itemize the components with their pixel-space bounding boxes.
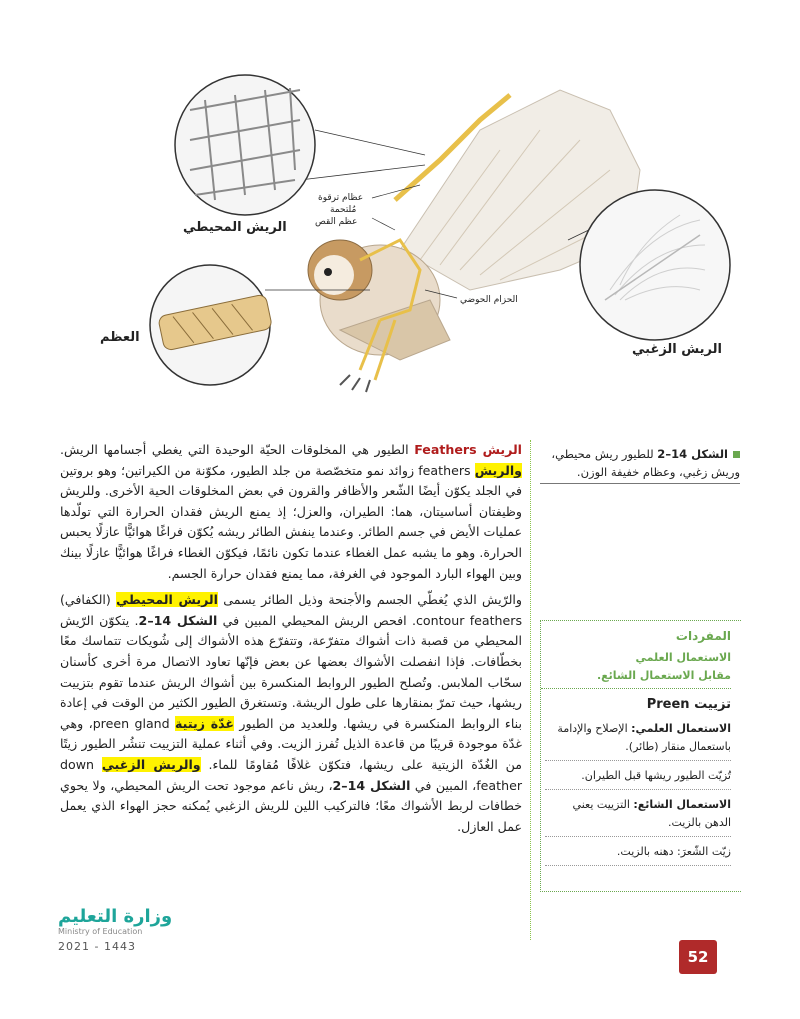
label-fused-collarbone: عظام ترقوة xyxy=(318,193,364,203)
page-number-badge: 52 xyxy=(679,940,717,974)
text-span: (الكفافي) contour feathers. افحص الريش المحيطي المبين في xyxy=(60,592,523,628)
callout-line xyxy=(300,165,425,180)
ministry-name-en: Ministry of Education xyxy=(58,927,143,936)
paragraph-feathers xyxy=(60,440,522,584)
text-span: . يتكوّن الرّيش المحيطي من قصبة ذات أشواك متفرّعة، وتتفرّع هذه الأشواك إلى شُويكات تتماسك معًا بخطّافات. فإذا انفصلت الأشواك بعضها عن بعض فإنّها تعاود الاتصال مرة أخرى كأسنان سحّاب الملابس. وتُصلح الطيور الروابط المنكسرة بين أشواك الريش عندما تقوم بتزييت ريشها، حيث تمرّ بمنقارها على طول الريشة. وتستغرق الطيور الكثير من الوقت في إعادة بناء الروابط المنكسرة في ريشها. وللعديد من الطيور xyxy=(60,612,522,731)
owl-face xyxy=(314,255,354,295)
keyword-feathers: الريش Feathers xyxy=(414,442,522,457)
text-span: الطيور هي المخلوقات الحيّة الوحيدة التي يغطي أجسامها الريش. xyxy=(60,442,415,457)
label-keel-bone: عظم القص xyxy=(315,217,358,227)
owl-skeleton-figure xyxy=(0,0,800,420)
label-contour-feathers: الريش المحيطي xyxy=(183,220,287,235)
caption-line2: وريش زغبي، وعظام خفيفة الوزن. xyxy=(540,463,740,484)
text-span: والرّيش الذي يُغطّي الجسم والأجنحة وذيل الطائر يسمى xyxy=(217,592,522,608)
vocab-term: تزييت Preen xyxy=(646,697,731,712)
owl-eye xyxy=(324,268,332,276)
vocab-title: المفردات xyxy=(675,629,731,643)
vocab-sub1: الاستعمال العلمي xyxy=(635,651,731,664)
edition-year: 2021 - 1443 xyxy=(58,940,136,953)
vocab-sci-label: الاستعمال العلمي: xyxy=(631,722,731,735)
owl-claws xyxy=(340,375,370,392)
highlight-down-feather: والريش الزغبي xyxy=(101,756,201,772)
pointer-line xyxy=(372,218,395,230)
column-divider xyxy=(530,440,531,940)
label-down-feather: الريش الزغبي xyxy=(632,342,722,357)
vocab-scientific xyxy=(545,720,731,761)
highlight-feathers: والريش xyxy=(474,462,522,478)
caption-line1: للطيور ريش محيطي، xyxy=(551,447,654,461)
label-fused: مُلتحمة xyxy=(330,205,357,215)
text-span: preen gland، وهي غدّة موجودة قريبًا من قاعدة الذيل تُفرز الزيت. وفي أثناء عملية التزييت تنشُر الطيور زيتًا من الغُدّة الزيتية على ريشها، فتكوّن غلافًا مُقاومًا للماء. xyxy=(60,715,522,772)
vocabulary-box xyxy=(540,620,741,892)
highlight-contour-feathers: الريش المحيطي xyxy=(116,592,218,608)
main-text-column xyxy=(60,440,522,843)
vocab-sci-text: الإصلاح والإدامة باستعمال منقار (طائر). xyxy=(557,722,731,753)
caption-figure-ref: الشكل 14–2 xyxy=(657,447,728,461)
vocab-common xyxy=(545,796,731,837)
vocab-sub2: مقابل الاستعمال الشائع. xyxy=(596,669,731,682)
owl-illustration xyxy=(0,0,800,420)
figure-ref: الشكل 14–2 xyxy=(138,612,218,628)
paragraph-contour-feathers xyxy=(60,590,522,837)
figure-caption xyxy=(540,445,740,484)
text-span: feathers زوائد نمو متخصّصة من جلد الطيور، مكوّنة من الكيراتين؛ وهو بروتين في الجلد يكوّن أيضًا الشّعر والأظافر والقرون في بعض المخلوقات الحية الأخرى. وللريش وظيفتان أساسيتان، هما: الطيران، والعزل؛ إذ يمنع الريش فقدان الحرارة التي تولّدها عمليات الأيض في جسم الطائر. وعندما ينفش الطائر ريشه يُكوّن فراغًا هوائيًّا عازلًا يحبس الحرارة. وهو ما يشبه عمل الغطاء عندما تكون نائمًا، فيكوّن الغطاء فراغًا هوائيًّا عازلًا بينك وبين الهواء البارد الموجود في الغرفة، مما يمنع فقدان حرارة الجسم. xyxy=(60,462,522,581)
ministry-name-ar: وزارة التعليم xyxy=(58,906,173,927)
label-pelvic-girdle: الحزام الحوضي xyxy=(460,295,518,305)
text-span: ، ريش ناعم موجود تحت الريش المحيطي، ولا يحوي خطافات لربط الأشواك معًا؛ فالتركيب اللين للريش الزغبي يُمكنه حجز الهواء الذي يعمل عمل العازل. xyxy=(60,777,522,834)
text-span: down feather، المبين في xyxy=(60,756,522,793)
label-bone: العظم xyxy=(100,330,140,345)
vocab-common-text: التزييت يعني الدهن بالزيت. xyxy=(572,798,731,829)
highlight-preen-gland: غدّة زيتية xyxy=(175,715,235,731)
ministry-logo xyxy=(58,906,172,936)
callout-line xyxy=(315,130,425,155)
figure-ref: الشكل 14–2 xyxy=(332,777,411,793)
caption-bullet-icon xyxy=(733,451,740,458)
vocab-common-label: الاستعمال الشائع: xyxy=(633,798,731,811)
vocab-common-example: زيّت الشّعرَ: دهنه بالزيت. xyxy=(545,843,731,866)
vocab-sci-example: تُزيّت الطيور ريشها قبل الطيران. xyxy=(545,767,731,790)
vocab-subtitle xyxy=(541,649,731,689)
